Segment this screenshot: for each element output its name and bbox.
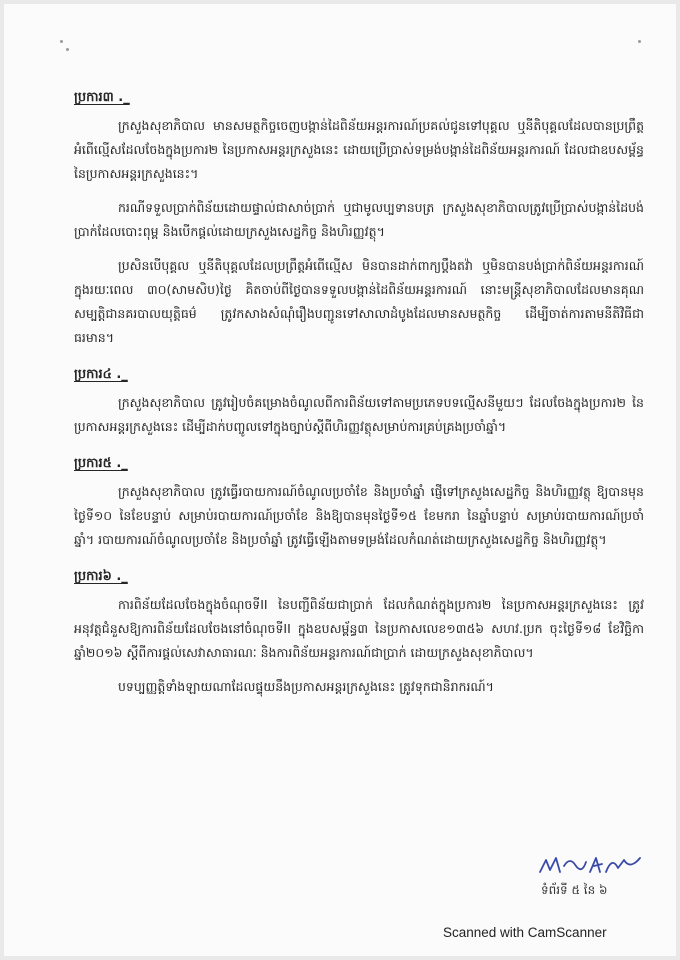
article-heading: ប្រការ៣ ._ [74, 90, 130, 105]
article-paragraph: ករណីទទួលប្រាក់ពិន័យដោយផ្ទាល់ជាសាច់ប្រាក់ ឬជាមូលប្បទានបត្រ ក្រសួងសុខាភិបាលត្រូវប្រើប្រាស់បង្កាន់ដៃបង់ប្រាក់ដែលបោះពុម្ព និងបើកផ្តល់ដោយក្រសួងសេដ្ឋកិច្ច និងហិរញ្ញវត្ថុ។ [74, 200, 644, 239]
scanned-page [4, 4, 676, 956]
scan-speck [60, 40, 63, 43]
scan-speck [66, 48, 69, 51]
article-paragraph: ក្រសួងសុខាភិបាល មានសមត្ថកិច្ចចេញបង្កាន់ដៃពិន័យអន្តរការណ៍ប្រគល់ជូនទៅបុគ្គល ឬនីតិបុគ្គលដែលបានប្រព្រឹត្តអំពើល្មើសដែលចែងក្នុងប្រការ២ នៃប្រកាសអន្តរក្រសួងនេះ ដោយប្រើប្រាស់ទម្រង់បង្កាន់ដៃពិន័យអន្តរការណ៍ ដែលជាឧបសម្ព័ន្ធនៃប្រកាសអន្តរក្រសួងនេះ។ [74, 118, 644, 181]
article-paragraph: ក្រសួងសុខាភិបាល ត្រូវធ្វើរបាយការណ៍ចំណូលប្រចាំខែ និងប្រចាំឆ្នាំ ផ្ញើទៅក្រសួងសេដ្ឋកិច្ច និងហិរញ្ញវត្ថុ ឱ្យបានមុនថ្ងៃទី១០ នៃខែបន្ទាប់ សម្រាប់របាយការណ៍ប្រចាំខែ និងឱ្យបានមុនថ្ងៃទី១៥ ខែមករា នៃឆ្នាំបន្ទាប់ សម្រាប់របាយការណ៍ប្រចាំឆ្នាំ។ របាយការណ៍ចំណូលប្រចាំខែ និងប្រចាំឆ្នាំ ត្រូវធ្វើឡើងតាមទម្រង់ដែលកំណត់ដោយក្រសួងសេដ្ឋកិច្ច និងហិរញ្ញវត្ថុ។ [74, 484, 644, 547]
article-heading: ប្រការ៤ ._ [74, 367, 128, 382]
article-5 [74, 455, 644, 552]
article-paragraph: ក្រសួងសុខាភិបាល ត្រូវរៀបចំគម្រោងចំណូលពីការពិន័យទៅតាមប្រភេទបទល្មើសនីមួយៗ ដែលចែងក្នុងប្រការ២ នៃប្រកាសអន្តរក្រសួងនេះ ដើម្បីដាក់បញ្ចូលទៅក្នុងច្បាប់ស្តីពីហិរញ្ញវត្ថុសម្រាប់ការគ្រប់គ្រងប្រចាំឆ្នាំ។ [74, 395, 644, 434]
scan-speck [638, 40, 641, 43]
handwritten-initials [536, 852, 646, 878]
camscanner-watermark: Scanned with CamScanner [443, 925, 607, 940]
article-6 [74, 568, 644, 699]
article-4 [74, 366, 644, 439]
article-heading: ប្រការ៦ ._ [74, 569, 128, 584]
page-number: ទំព័រទី ៥ នៃ ៦ [541, 883, 608, 897]
article-3 [74, 89, 644, 350]
article-paragraph: បទប្បញ្ញត្តិទាំងឡាយណាដែលផ្ទុយនឹងប្រកាសអន្តរក្រសួងនេះ ត្រូវទុកជានិរាករណ៍។ [118, 679, 494, 694]
document-body [74, 89, 644, 715]
article-paragraph: ការពិន័យដែលចែងក្នុងចំណុចទីII នៃបញ្ជីពិន័យជាប្រាក់ ដែលកំណត់ក្នុងប្រការ២ នៃប្រកាសអន្តរក្រសួងនេះ ត្រូវអនុវត្តជំនួសឱ្យការពិន័យដែលចែងនៅចំណុចទីII ក្នុងឧបសម្ព័ន្ធ៣ នៃប្រកាសលេខ១៣៥៦ សហវ.ប្រក ចុះថ្ងៃទី១៨ ខែវិច្ឆិកា ឆ្នាំ២០១៦ ស្តីពីការផ្តល់សេវាសាធារណៈ និងការពិន័យអន្តរការណ៍ជាប្រាក់ ដោយក្រសួងសុខាភិបាល។ [74, 597, 644, 660]
article-heading: ប្រការ៥ ._ [74, 456, 128, 471]
article-paragraph: ប្រសិនបើបុគ្គល ឬនីតិបុគ្គលដែលប្រព្រឹត្តអំពើល្មើស មិនបានដាក់ពាក្យប្តឹងតវ៉ា ឬមិនបានបង់ប្រាក់ពិន័យអន្តរការណ៍ក្នុងរយៈពេល ៣០(សាមសិប)ថ្ងៃ គិតចាប់ពីថ្ងៃបានទទួលបង្កាន់ដៃពិន័យអន្តរការណ៍ នោះមន្ត្រីសុខាភិបាលដែលមានគុណសម្បត្តិជានគរបាលយុត្តិធម៌ ត្រូវកសាងសំណុំរឿងបញ្ជូនទៅសាលាដំបូងដែលមានសមត្ថកិច្ច ដើម្បីចាត់ការតាមនីតិវិធីជាធរមាន។ [74, 258, 644, 345]
